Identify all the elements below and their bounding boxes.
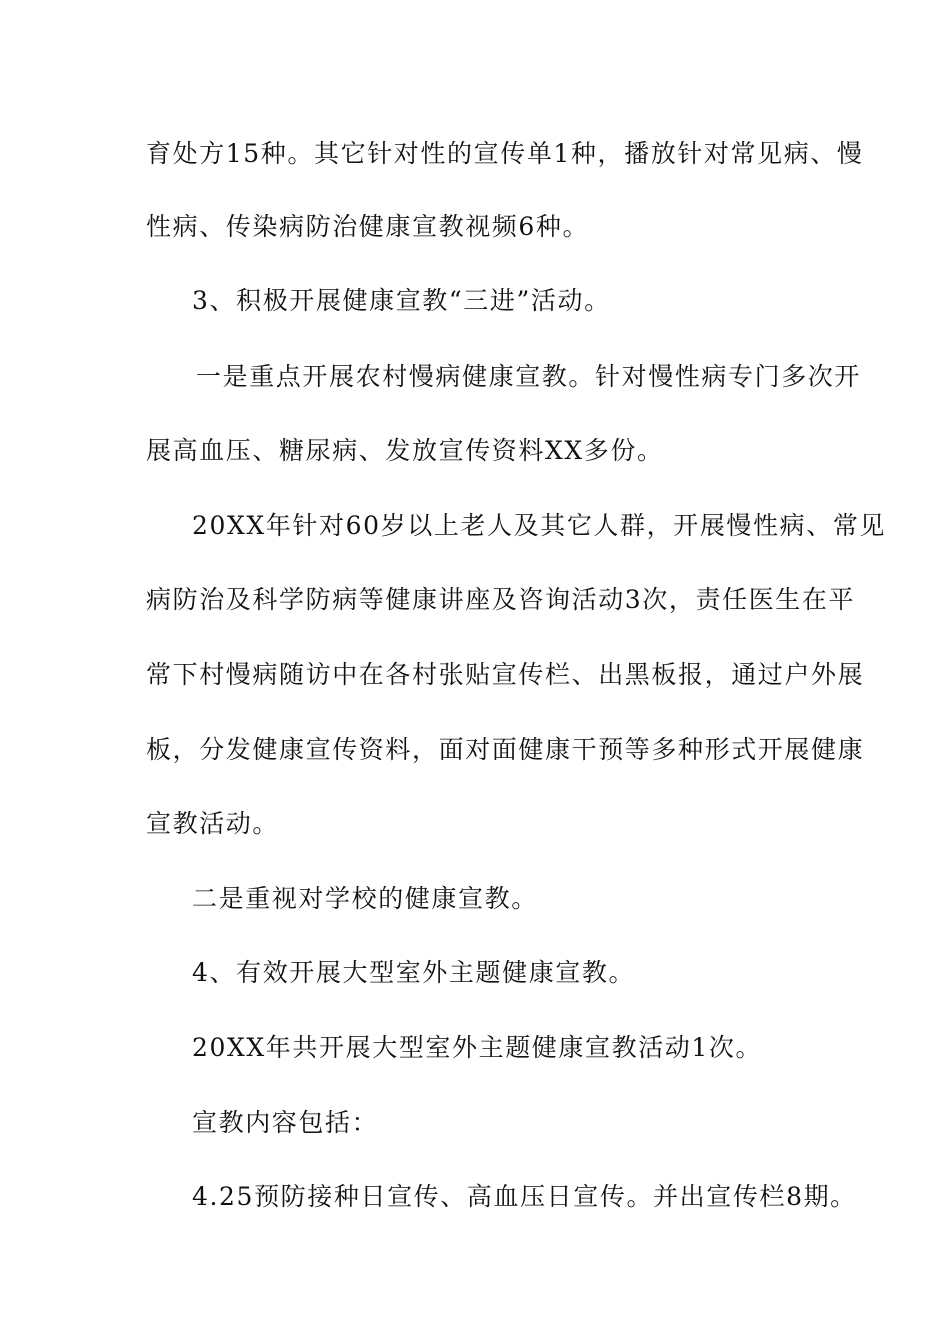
paragraph-line: 病防治及科学防病等健康讲座及咨询活动3次，责任医生在平 [146, 585, 856, 614]
paragraph-line: 展高血压、糖尿病、发放宣传资料XX多份。 [146, 436, 664, 465]
paragraph-line: 板，分发健康宣传资料，面对面健康干预等多种形式开展健康 [146, 735, 865, 764]
paragraph-line: 4.25预防接种日宣传、高血压日宣传。并出宣传栏8期。 [192, 1182, 857, 1211]
paragraph-line: 宣教活动。 [146, 809, 280, 838]
paragraph-line: 育处方15种。其它针对性的宣传单1种，播放针对常见病、慢 [146, 139, 864, 168]
paragraph-line: 20XX年共开展大型室外主题健康宣教活动1次。 [192, 1033, 763, 1062]
section-heading: 3、积极开展健康宣教“三进”活动。 [192, 286, 611, 315]
paragraph-line: 常下村慢病随访中在各村张贴宣传栏、出黑板报，通过户外展 [146, 660, 865, 689]
paragraph-line: 二是重视对学校的健康宣教。 [192, 884, 538, 913]
paragraph-line: 宣教内容包括： [192, 1108, 379, 1137]
paragraph-line: 一是重点开展农村慢病健康宣教。针对慢性病专门多次开 [196, 362, 862, 391]
paragraph-line: 性病、传染病防治健康宣教视频6种。 [146, 212, 590, 241]
paragraph-line: 20XX年针对60岁以上老人及其它人群，开展慢性病、常见 [192, 511, 887, 540]
section-heading: 4、有效开展大型室外主题健康宣教。 [192, 958, 636, 987]
